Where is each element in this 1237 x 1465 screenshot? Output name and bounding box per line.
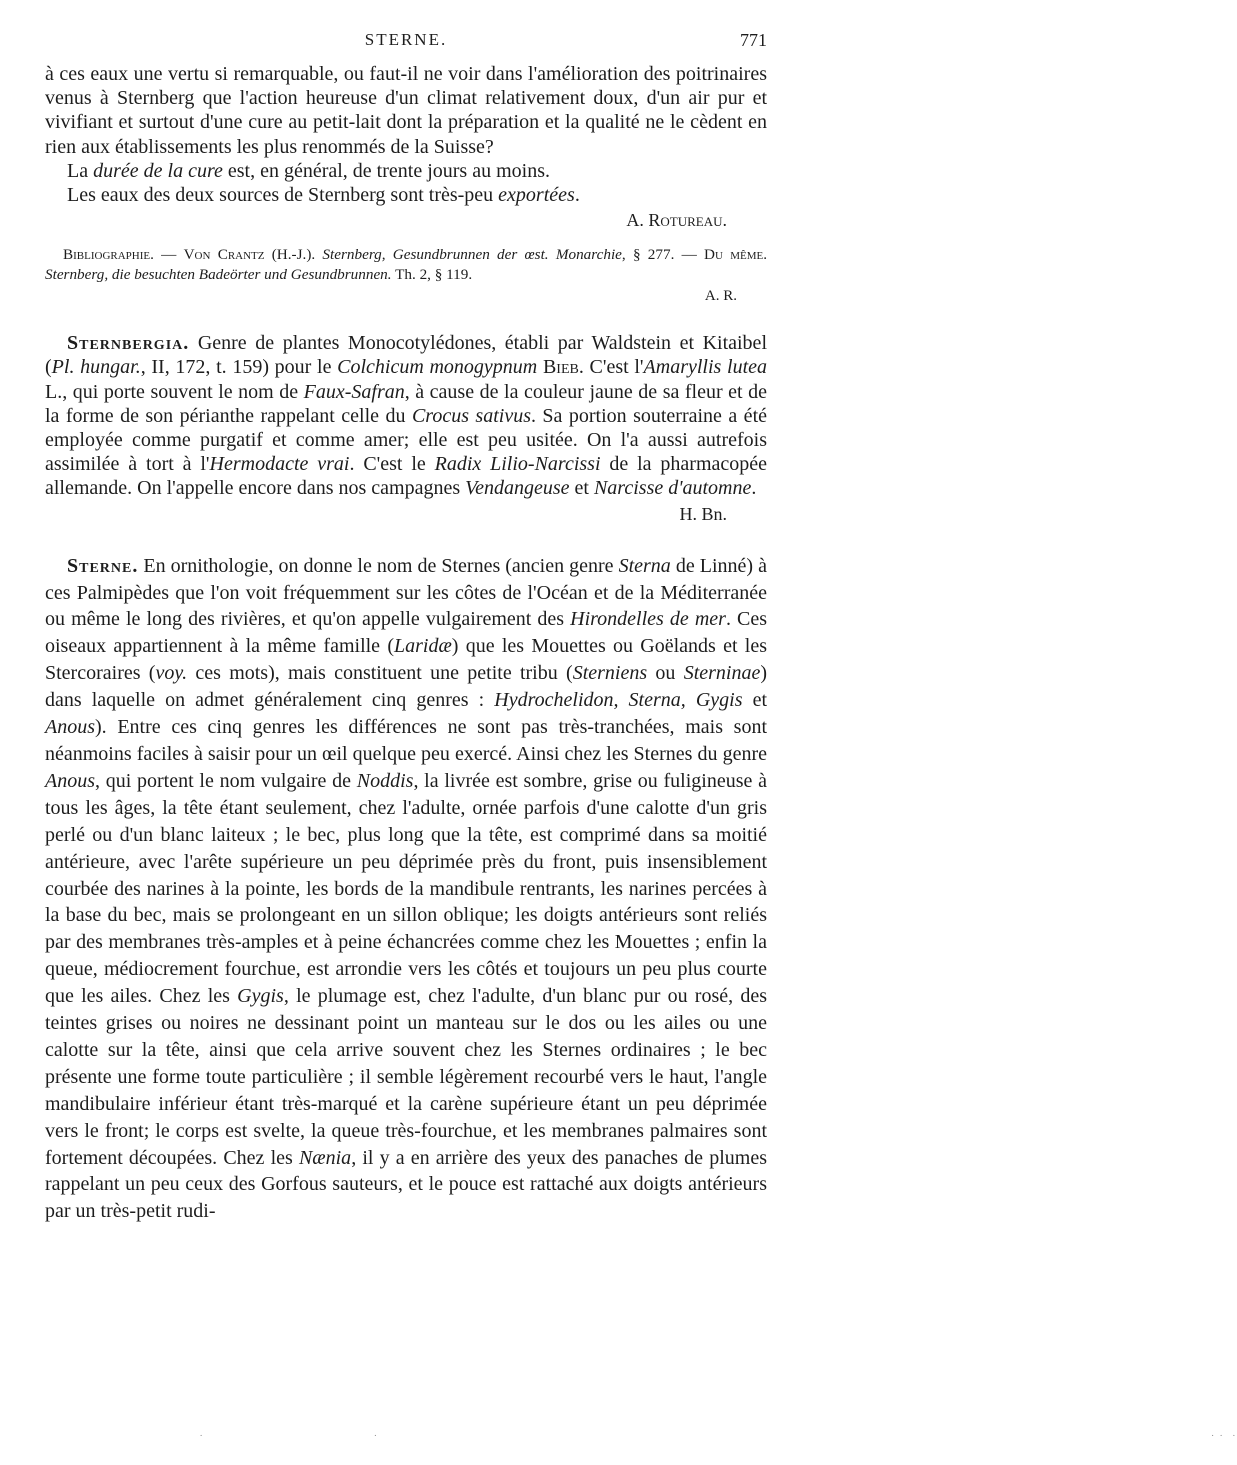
author-name: Du même. xyxy=(704,246,767,264)
bibliography-label: Bibliographie. xyxy=(63,246,154,264)
text-run: et xyxy=(569,477,594,500)
author-name: Von Crantz xyxy=(183,246,265,264)
author-abbrev: Bieb. xyxy=(542,356,584,379)
italic-run: Radix Lilio-Narcissi xyxy=(434,453,601,476)
text-run: En ornithologie, on donne le nom de Sternes (ancien genre xyxy=(138,554,619,577)
text-run: ) dans laquelle on admet généralement cinq genres : xyxy=(45,662,768,712)
paragraph xyxy=(45,553,767,1226)
italic-run: Sternberg, die besuchten Badeörter und Gesundbrunnen. xyxy=(45,266,392,284)
text-run: . xyxy=(574,184,580,207)
text-run: , II, 172, t. 159) pour le xyxy=(140,356,338,379)
page xyxy=(45,26,767,1225)
italic-run: durée de la cure xyxy=(93,159,223,182)
text-run: . xyxy=(751,477,757,500)
text-run: , à cause de la couleur jaune de sa fleur et de la forme de son périanthe rappelant celle du xyxy=(45,380,768,427)
italic-run: exportées xyxy=(498,184,575,207)
text-run: de Linné) à ces Palmipèdes que l'on voit fréquemment sur les côtes de l'Océan et de la Méditerranée ou même le long des rivières, et qu'on appelle vulgairement des xyxy=(45,554,767,631)
italic-run: Gygis xyxy=(237,985,284,1008)
text-run: (H.-J.). xyxy=(264,246,323,264)
paragraph xyxy=(45,183,767,207)
text-run: , § 277. — xyxy=(621,246,705,264)
text-run: , le plumage est, chez l'adulte, d'un blanc pur ou rosé, des teintes grises ou noires ne dessinant point un manteau sur le dos ou les ailes ou une calotte sur la tête, ainsi que cela arrive souvent chez les Sternes ordinaires ; le bec présente une forme toute particulière ; il semble légèrement recourbé vers le haut, l'angle mandibulaire inférieur étant très-marqué et la carène supérieure étant un peu déprimée vers le front; le corps est svelte, la queue très-fourchue, et les membranes palmaires sont fortement découpées. Chez les xyxy=(45,985,768,1169)
prev-article-end xyxy=(45,62,767,307)
paragraph xyxy=(45,331,767,500)
text-run: est, en général, de trente jours au moins. xyxy=(222,159,550,182)
text-run: La xyxy=(67,159,94,182)
author-signature xyxy=(45,207,767,233)
text-run: Les eaux des deux sources de Sternberg sont très-peu xyxy=(67,184,499,207)
italic-run: Anous xyxy=(45,716,95,739)
italic-run: Hydrochelidon, Sterna, Gygis xyxy=(494,689,743,712)
text-run: ces mots), mais constituent une petite tribu ( xyxy=(187,662,573,685)
text-run: , il y a en arrière des yeux des panaches de plumes rappelant un peu ceux des Gorfous sauteurs, et le pouce est rattaché aux doigts antérieurs par un très-petit rudi- xyxy=(45,1146,767,1223)
text-run: Th. 2, § 119. xyxy=(391,266,473,284)
italic-run: Vendangeuse xyxy=(465,477,570,500)
italic-run: Anous xyxy=(45,769,95,792)
text-run: . Sa portion souterraine a été employée comme purgatif et comme amer; elle est peu usitée. On l'a aussi autrefois assimilée à tort à l' xyxy=(45,404,767,476)
text-run: Genre de plantes Monocotylédones, établi par Waldstein et Kitaibel ( xyxy=(45,332,767,379)
author-signature xyxy=(45,501,767,527)
article-sterne xyxy=(45,553,767,1226)
text-run: — xyxy=(153,246,184,264)
text-run: , la livrée est sombre, grise ou fuligineuse à tous les âges, la tête étant seulement, chez l'adulte, ornée parfois d'une calotte d'un gris perlé ou d'un blanc laiteux ; le bec, plus long que la tête, est comprimé dans sa moitié antérieure, avec l'arête supérieure un peu déprimée près du front, puis insensiblement courbée des narines à la pointe, les bords de la mandibule rentrants, les narines percées à la base du bec, mais se prolongeant en un sillon oblique; les doigts antérieurs sont reliés par des membranes très-amples et à peine échancrées comme chez les Mouettes ; enfin la queue, médiocrement fourchue, est arrondie vers les côtés et toujours un peu plus courte que les ailes. Chez les xyxy=(45,769,767,1008)
italic-run: Sternberg, Gesundbrunnen der œst. Monarchie xyxy=(322,246,622,264)
italic-run: Hirondelles de mer xyxy=(570,608,726,631)
italic-run: Sterniens xyxy=(572,662,648,685)
text-run: . Ces oiseaux appartiennent à la même famille ( xyxy=(45,608,767,658)
running-head: STERNE. xyxy=(364,30,448,49)
bibliography-signature: A. R. xyxy=(704,288,737,305)
paragraph xyxy=(45,159,767,183)
text-run: à ces eaux une vertu si remarquable, ou faut-il ne voir dans l'amélioration des poitrinaires venus à Sternberg que l'action heureuse d'un climat relativement doux, d'un air pur et vivifiant et surtout d'une cure au petit-lait dont la préparation et la qualité ne le cèdent en rien aux établissements les plus renommés de la Suisse? xyxy=(45,63,767,158)
italic-run: Sterna xyxy=(618,554,671,577)
text-run: ). Entre ces cinq genres les différences ne sont pas très-tranchées, mais sont néanmoins faciles à saisir pour un œil quelque peu exercé. Ainsi chez les Sternes du genre xyxy=(45,716,767,765)
headword: Sternbergia. xyxy=(67,332,190,355)
scan-footer-artifact: . . . . . xyxy=(200,1428,1237,1438)
bibliography xyxy=(45,245,767,285)
text-run: ou xyxy=(647,662,684,685)
italic-run: Nænia xyxy=(298,1146,352,1169)
text-run: L., qui porte souvent le nom de xyxy=(45,380,304,403)
page-number: 771 xyxy=(740,30,767,50)
signature-text: H. Bn. xyxy=(679,503,727,524)
italic-run: Noddis xyxy=(356,769,414,792)
page-header xyxy=(45,26,767,62)
text-run: , qui portent le nom vulgaire de xyxy=(95,769,357,792)
headword: Sterne. xyxy=(67,554,139,577)
italic-run: voy. xyxy=(155,662,188,685)
article-sternbergia xyxy=(45,331,767,526)
text-run: ) que les Mouettes ou Goëlands et les Stercoraires ( xyxy=(45,635,767,685)
text-run: et xyxy=(742,689,768,712)
text-run: C'est l' xyxy=(583,356,644,379)
text-run: . C'est le xyxy=(349,453,435,476)
signature-text: A. Rotureau. xyxy=(626,210,727,231)
italic-run: Narcisse d'automne xyxy=(593,477,752,500)
text-run: de la pharmacopée allemande. On l'appelle encore dans nos campagnes xyxy=(45,453,768,500)
italic-run: Crocus sativus xyxy=(411,404,531,427)
paragraph xyxy=(45,62,767,159)
italic-run: Pl. hungar. xyxy=(51,356,141,379)
italic-run: Laridæ xyxy=(393,635,452,658)
italic-run: Colchicum monogypnum xyxy=(337,356,538,379)
italic-run: Amaryllis lutea xyxy=(643,356,767,379)
italic-run: Hermodacte vrai xyxy=(209,453,350,476)
italic-run: Sterninae xyxy=(683,662,761,685)
italic-run: Faux-Safran xyxy=(303,380,405,403)
